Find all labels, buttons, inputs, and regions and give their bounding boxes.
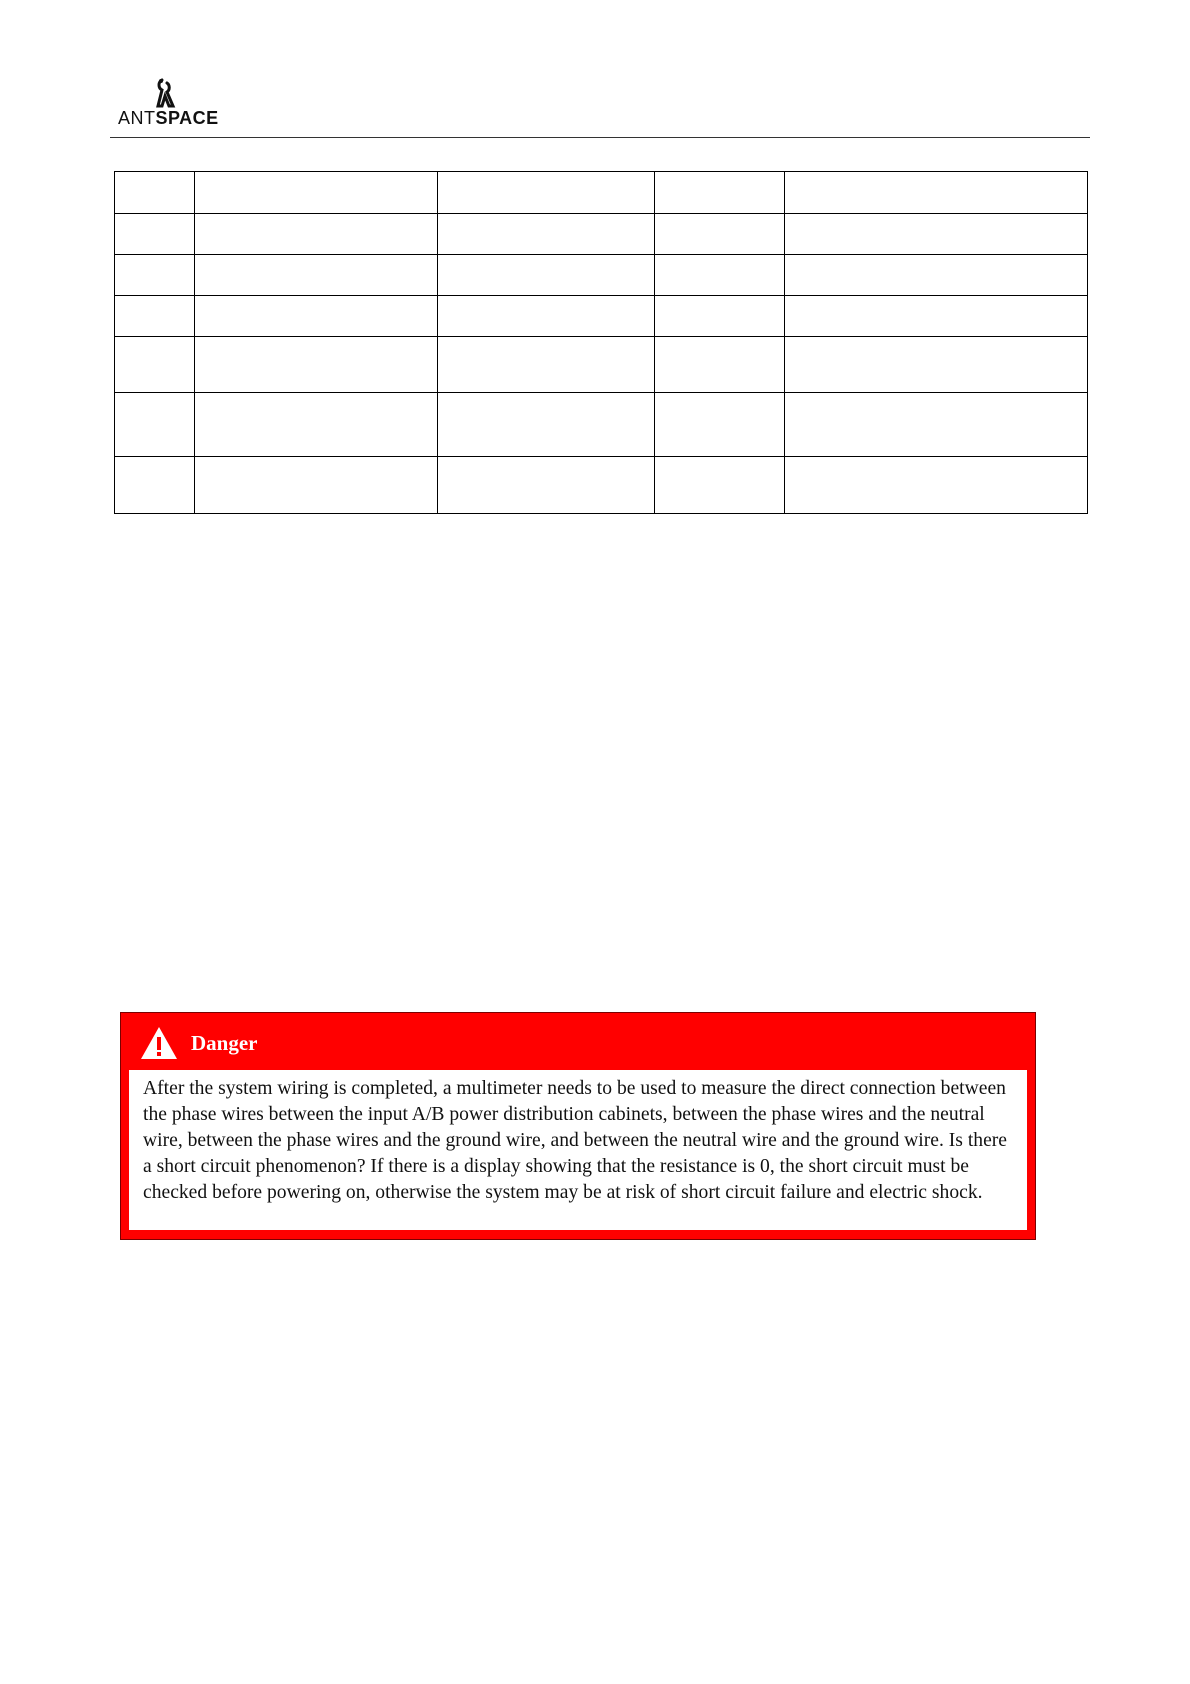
table-cell [785,393,1088,457]
table-cell [438,214,655,255]
header-divider [110,137,1090,138]
logo-text-regular: ANT [118,108,156,128]
empty-table [114,171,1088,514]
table-cell [115,337,195,393]
danger-notice [120,1012,1036,1240]
table-row [115,337,1088,393]
table-cell [195,393,438,457]
table-cell [655,393,785,457]
table-row [115,296,1088,337]
table-cell [438,457,655,514]
table-cell [785,255,1088,296]
table-cell [115,296,195,337]
table-cell [655,255,785,296]
table-cell [195,172,438,214]
antspace-logo-icon [152,78,178,110]
table-row [115,255,1088,296]
table-cell [195,457,438,514]
logo-text [118,108,219,129]
table-cell [438,296,655,337]
table-cell [655,296,785,337]
table-cell [785,457,1088,514]
page-header [110,72,1090,138]
table-cell [115,255,195,296]
danger-title: Danger [191,1030,258,1055]
table-cell [438,393,655,457]
table-row [115,393,1088,457]
table-cell [438,255,655,296]
warning-triangle-icon [139,1025,179,1061]
table-cell [785,214,1088,255]
table-cell [785,337,1088,393]
table-cell [195,337,438,393]
table-cell [655,337,785,393]
logo-text-bold: SPACE [155,108,219,128]
table-cell [438,172,655,214]
table-cell [785,172,1088,214]
table-row [115,214,1088,255]
table-cell [195,255,438,296]
table-cell [438,337,655,393]
table-cell [655,214,785,255]
table-cell [195,214,438,255]
danger-body-text: After the system wiring is completed, a multimeter needs to be used to measure the direct connection between the phase wires between the input A/B power distribution cabinets, between the phase wires and the neutral wire, between the phase wires and the ground wire, and between the neutral wire and the ground wire. Is there a short circuit phenomenon? If there is a display showing that the resistance is 0, the short circuit must be checked before powering on, otherwise the system may be at risk of short circuit failure and electric shock. [129,1070,1027,1230]
table-cell [195,296,438,337]
table-cell [115,214,195,255]
table-cell [115,393,195,457]
table-cell [115,172,195,214]
danger-header [139,1021,258,1065]
table-cell [655,457,785,514]
table-row [115,172,1088,214]
table-cell [115,457,195,514]
table-cell [785,296,1088,337]
table-row [115,457,1088,514]
table-cell [655,172,785,214]
